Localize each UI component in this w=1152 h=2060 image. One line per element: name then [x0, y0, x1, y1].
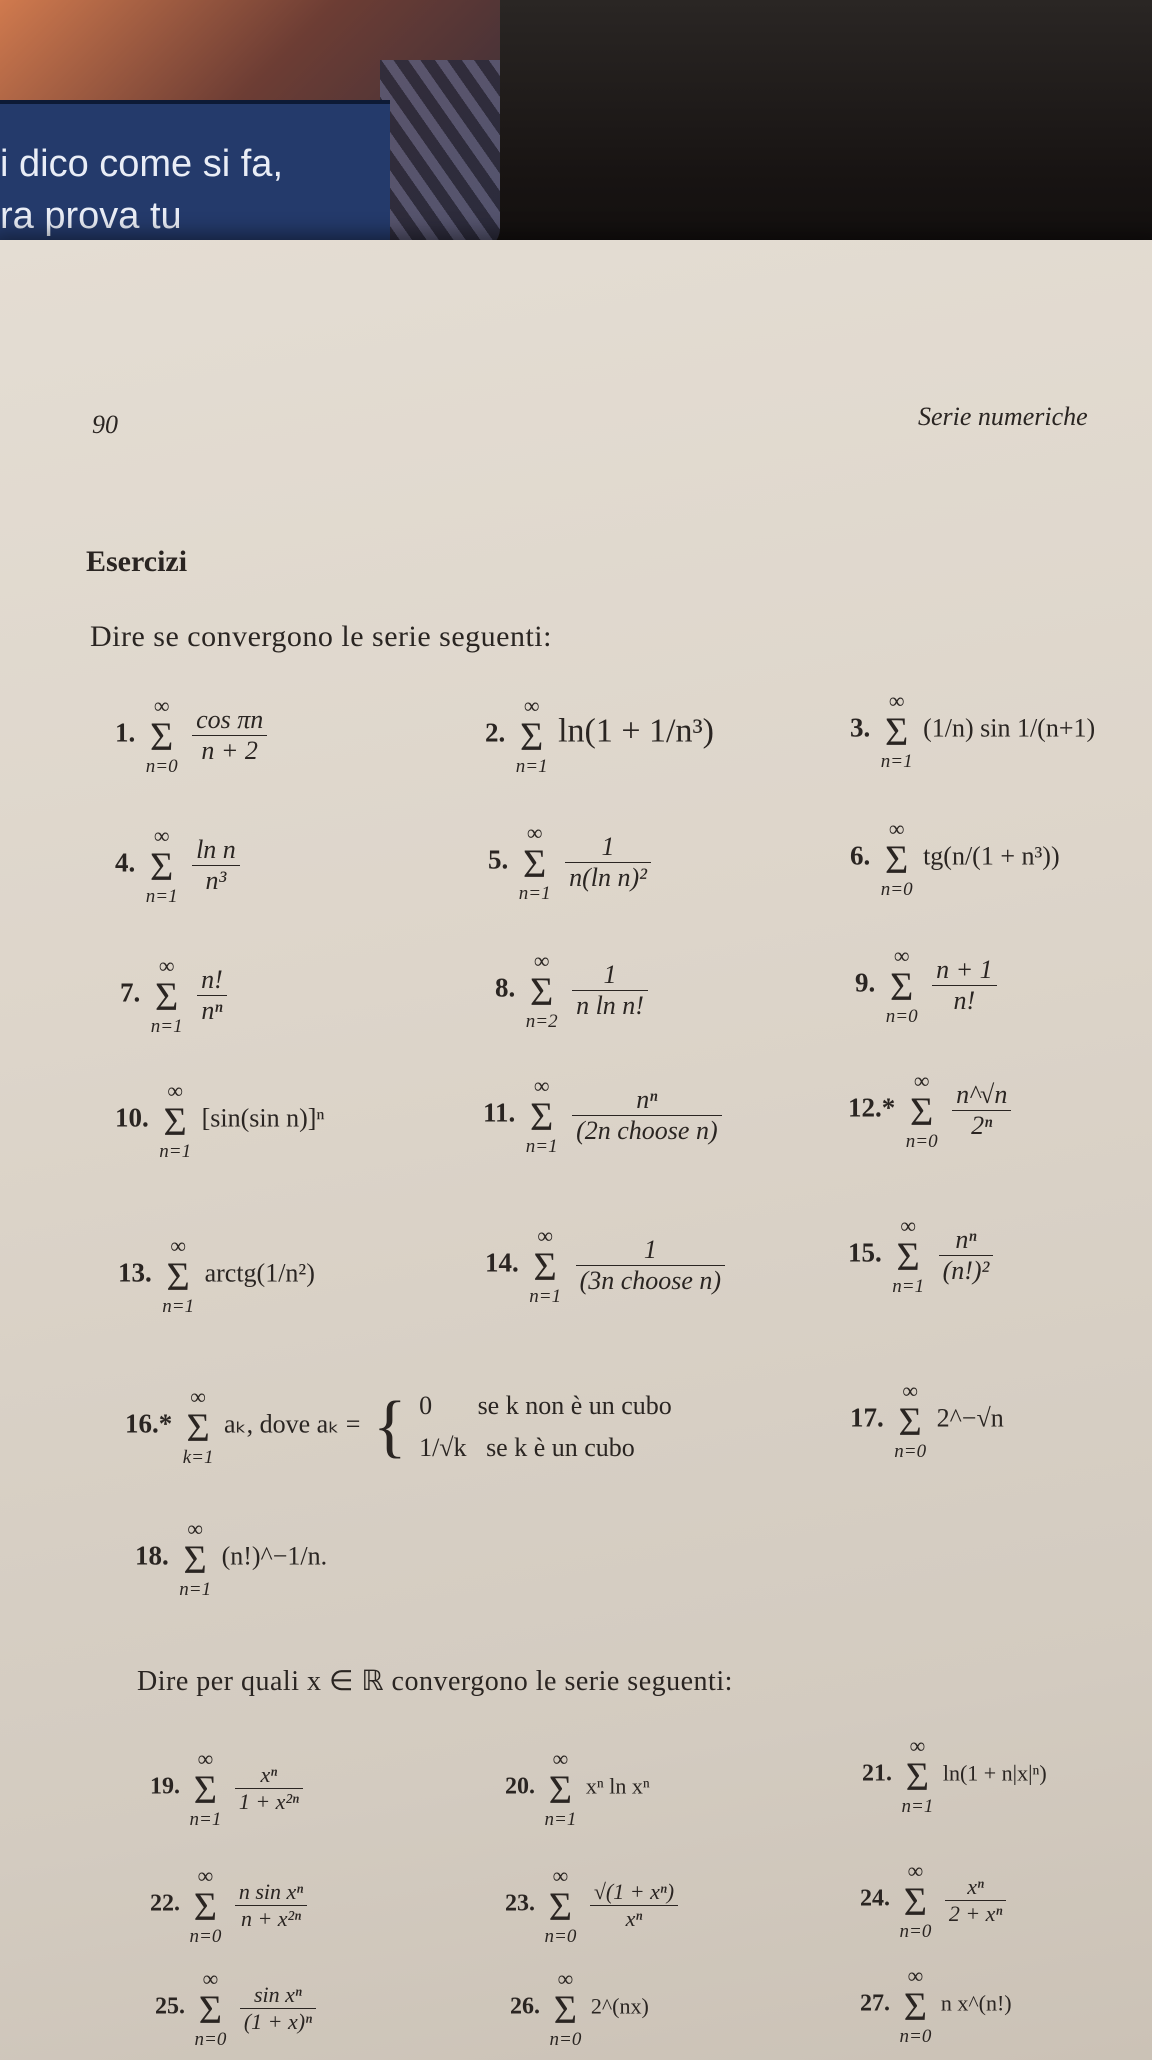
denominator: 2 + xⁿ — [948, 1901, 1003, 1926]
numerator: n! — [197, 965, 227, 996]
sigma-icon: Σ — [898, 1399, 922, 1444]
exercise-22 — [150, 1865, 311, 1946]
numerator: nⁿ — [572, 1085, 722, 1116]
fraction — [240, 1982, 316, 2035]
sum-upper: ∞ — [167, 1078, 183, 1103]
exercise-number: 6. — [850, 840, 871, 871]
sum-lower: n=1 — [515, 756, 548, 777]
fraction — [932, 955, 997, 1016]
sigma-icon: Σ — [155, 974, 179, 1019]
exercise-9 — [855, 945, 1001, 1026]
sigma-icon: Σ — [523, 841, 547, 886]
summation — [526, 950, 558, 1031]
fraction — [939, 1225, 994, 1286]
sigma-icon: Σ — [910, 1089, 934, 1134]
cover-text-line-2: ra prova tu — [0, 195, 182, 237]
sum-upper: ∞ — [909, 1733, 926, 1758]
exercise-number: 14. — [485, 1247, 519, 1278]
sum-lower: n=1 — [159, 1141, 192, 1162]
exercise-10 — [115, 1080, 325, 1161]
summation — [526, 1075, 558, 1156]
exercise-25 — [155, 1968, 320, 2049]
sum-upper: ∞ — [902, 1378, 918, 1403]
exercise-17 — [850, 1380, 1004, 1461]
sigma-icon: Σ — [890, 964, 914, 1009]
summation — [902, 1735, 934, 1816]
exercise-number: 2. — [485, 717, 506, 748]
fraction — [952, 1080, 1011, 1141]
denominator: xⁿ — [625, 1906, 643, 1931]
term: xⁿ ln xⁿ — [585, 1773, 650, 1799]
sum-lower: n=1 — [162, 1296, 195, 1317]
sigma-icon: Σ — [885, 837, 909, 882]
exercise-number: 7. — [120, 977, 141, 1008]
numerator: n + 1 — [932, 955, 997, 986]
denominator: (n!)² — [942, 1256, 990, 1285]
sum-upper: ∞ — [202, 1966, 219, 1991]
summation — [892, 1215, 924, 1296]
fraction — [192, 705, 267, 766]
sum-lower: n=1 — [892, 1276, 925, 1297]
exercise-number: 3. — [850, 712, 871, 743]
exercise-27 — [860, 1965, 1012, 2046]
exercise-number: 16.* — [125, 1408, 173, 1439]
exercise-4 — [115, 825, 244, 906]
summation — [550, 1968, 582, 2049]
summation — [545, 1748, 577, 1829]
exercise-3 — [850, 690, 1095, 771]
summation — [183, 1386, 214, 1467]
case-2-value: 1/√k — [419, 1432, 467, 1462]
left-brace-icon: { — [372, 1387, 407, 1465]
fraction — [572, 1085, 722, 1146]
exercise-5 — [488, 822, 655, 903]
sum-lower: k=1 — [182, 1447, 214, 1469]
cover-text-line-1: i dico come si fa, — [0, 143, 283, 185]
exercise-number: 9. — [855, 967, 876, 998]
case-2-condition: se k è un cubo — [486, 1432, 635, 1462]
sum-upper: ∞ — [893, 943, 910, 968]
sum-lower: n=0 — [189, 1926, 222, 1947]
summation — [151, 955, 183, 1036]
exercise-number: 24. — [860, 1885, 890, 1912]
exercise-14 — [485, 1225, 729, 1306]
sum-lower: n=1 — [525, 1136, 558, 1157]
sum-lower: n=0 — [899, 1921, 932, 1942]
exercise-number: 27. — [860, 1990, 890, 2017]
sigma-icon: Σ — [193, 1884, 218, 1929]
sum-lower: n=1 — [150, 1016, 183, 1037]
sum-upper: ∞ — [537, 1223, 553, 1248]
term: n x^(n!) — [940, 1990, 1012, 2016]
term: tg(n/(1 + n³)) — [923, 841, 1060, 871]
exercise-11 — [483, 1075, 726, 1156]
summation — [886, 945, 918, 1026]
sum-lower: n=2 — [525, 1011, 558, 1032]
summation — [894, 1380, 926, 1461]
page-number: 90 — [92, 410, 118, 439]
sigma-icon: Σ — [530, 1094, 554, 1139]
sum-upper: ∞ — [888, 688, 905, 713]
sum-lower: n=1 — [544, 1809, 577, 1830]
sigma-icon: Σ — [530, 969, 554, 1014]
sigma-icon: Σ — [150, 714, 174, 759]
fraction — [565, 832, 651, 893]
summation — [146, 695, 178, 776]
sigma-icon: Σ — [905, 1754, 930, 1799]
sum-lower: n=1 — [189, 1809, 222, 1830]
sigma-icon: Σ — [533, 1244, 557, 1289]
numerator: cos πn — [192, 705, 267, 736]
sigma-icon: Σ — [903, 1879, 928, 1924]
summation — [159, 1080, 191, 1161]
exercise-19 — [150, 1748, 307, 1829]
sigma-icon: Σ — [520, 714, 544, 759]
sum-upper: ∞ — [907, 1858, 924, 1883]
summation — [881, 690, 913, 771]
exercise-number: 25. — [155, 1993, 185, 2020]
exercise-18 — [135, 1518, 327, 1599]
sum-upper: ∞ — [158, 953, 175, 978]
sum-upper: ∞ — [557, 1966, 574, 1991]
fraction — [235, 1762, 303, 1815]
summation — [190, 1865, 222, 1946]
numerator: sin xⁿ — [240, 1982, 316, 2009]
case-1-condition: se k non è un cubo — [477, 1391, 672, 1420]
running-title: Serie numeriche — [918, 402, 1088, 431]
fraction — [945, 1874, 1007, 1927]
exercise-number: 21. — [862, 1760, 892, 1787]
exercise-number: 19. — [150, 1773, 180, 1800]
sum-upper: ∞ — [900, 1213, 916, 1238]
exercise-number: 15. — [848, 1237, 882, 1268]
sum-upper: ∞ — [552, 1746, 569, 1771]
summation — [146, 825, 178, 906]
book-cover — [0, 0, 1152, 260]
sum-lower: n=0 — [880, 879, 913, 900]
term: ln(1 + 1/n³) — [558, 712, 714, 750]
term: arctg(1/n²) — [204, 1258, 315, 1288]
summation — [195, 1968, 227, 2049]
sigma-icon: Σ — [186, 1405, 210, 1451]
summation — [190, 1748, 222, 1829]
sum-lower: n=1 — [901, 1796, 934, 1817]
sigma-icon: Σ — [903, 1984, 928, 2029]
sigma-icon: Σ — [553, 1987, 578, 2032]
exercise-number: 5. — [488, 844, 509, 875]
sum-upper: ∞ — [533, 1073, 550, 1098]
exercise-8 — [495, 950, 652, 1031]
summation — [519, 822, 551, 903]
sum-lower: n=0 — [549, 2029, 582, 2050]
case-1-value: 0 — [419, 1391, 433, 1420]
sigma-icon: Σ — [166, 1254, 190, 1299]
sum-upper: ∞ — [533, 948, 550, 973]
sum-lower: n=0 — [145, 756, 178, 777]
exercise-number: 12.* — [848, 1092, 896, 1123]
denominator: 2ⁿ — [971, 1111, 993, 1140]
exercise-24 — [860, 1860, 1010, 1941]
sigma-icon: Σ — [163, 1099, 187, 1144]
exercise-number: 10. — [115, 1102, 149, 1133]
sum-upper: ∞ — [187, 1516, 203, 1541]
summation — [900, 1965, 932, 2046]
summation — [881, 818, 913, 899]
term: (1/n) sin 1/(n+1) — [923, 713, 1096, 743]
denominator: nⁿ — [201, 996, 223, 1025]
exercise-6 — [850, 818, 1060, 899]
numerator: ln n — [192, 835, 240, 866]
exercise-7 — [120, 955, 231, 1036]
term: aₖ, dove aₖ = — [224, 1409, 361, 1439]
sum-lower: n=1 — [880, 751, 913, 772]
summation — [162, 1235, 194, 1316]
exercise-number: 11. — [483, 1097, 516, 1128]
case-1 — [419, 1385, 672, 1427]
cover-pattern — [380, 60, 500, 250]
numerator: n^√n — [952, 1080, 1011, 1111]
sum-lower: n=1 — [518, 883, 551, 904]
sum-lower: n=0 — [905, 1131, 938, 1152]
fraction — [235, 1879, 307, 1932]
sigma-icon: Σ — [198, 1987, 223, 2032]
numerator: xⁿ — [235, 1762, 303, 1789]
exercise-23 — [505, 1865, 682, 1946]
denominator: n! — [953, 986, 976, 1015]
sigma-icon: Σ — [150, 844, 174, 889]
exercise-13 — [118, 1235, 315, 1316]
denominator: n ln n! — [576, 991, 644, 1020]
sum-upper: ∞ — [526, 820, 543, 845]
summation — [906, 1070, 938, 1151]
sum-upper: ∞ — [523, 693, 540, 718]
sum-lower: n=1 — [529, 1286, 562, 1307]
sum-lower: n=0 — [544, 1926, 577, 1947]
sum-upper: ∞ — [153, 693, 170, 718]
term: ln(1 + n|x|ⁿ) — [942, 1760, 1047, 1786]
fraction — [576, 1235, 726, 1296]
numerator: 1 — [565, 832, 651, 863]
exercise-intro: Dire se convergono le serie seguenti: — [90, 620, 552, 653]
fraction — [197, 965, 227, 1026]
sum-upper: ∞ — [913, 1068, 930, 1093]
exercise-number: 1. — [115, 717, 136, 748]
numerator: 1 — [572, 960, 648, 991]
exercise-number: 13. — [118, 1257, 152, 1288]
sum-lower: n=0 — [894, 1441, 927, 1462]
sum-upper: ∞ — [153, 823, 170, 848]
exercise-26 — [510, 1968, 649, 2049]
sum-lower: n=0 — [194, 2029, 227, 2050]
term: 2^(nx) — [590, 1993, 649, 2019]
sigma-icon: Σ — [896, 1234, 920, 1279]
sum-upper: ∞ — [907, 1963, 924, 1988]
numerator: nⁿ — [939, 1225, 994, 1256]
exercise-number: 4. — [115, 847, 136, 878]
summation — [516, 695, 548, 776]
piecewise-cases — [419, 1385, 672, 1468]
sum-upper: ∞ — [552, 1863, 569, 1888]
sum-upper: ∞ — [170, 1233, 186, 1258]
numerator: 1 — [576, 1235, 726, 1266]
sigma-icon: Σ — [548, 1884, 573, 1929]
sigma-icon: Σ — [548, 1767, 573, 1812]
case-2 — [419, 1427, 672, 1469]
numerator: xⁿ — [945, 1874, 1007, 1901]
exercise-intro-second: Dire per quali x ∈ ℝ convergono le serie seguenti: — [137, 1666, 733, 1697]
summation — [545, 1865, 577, 1946]
exercise-number: 26. — [510, 1993, 540, 2020]
exercise-1 — [115, 695, 271, 776]
denominator: n + x²ⁿ — [240, 1906, 302, 1931]
sum-lower: n=0 — [885, 1006, 918, 1027]
exercise-number: 22. — [150, 1890, 180, 1917]
denominator: (2n choose n) — [576, 1116, 718, 1145]
section-heading: Esercizi — [86, 545, 188, 578]
exercise-number: 20. — [505, 1773, 535, 1800]
term: [sin(sin n)]ⁿ — [201, 1103, 325, 1133]
sigma-icon: Σ — [183, 1537, 207, 1582]
denominator: n³ — [205, 866, 227, 895]
sum-upper: ∞ — [888, 816, 905, 841]
summation — [529, 1225, 561, 1306]
exercise-21 — [862, 1735, 1047, 1816]
summation — [900, 1860, 932, 1941]
exercise-number: 18. — [135, 1540, 169, 1571]
sigma-icon: Σ — [885, 709, 909, 754]
denominator: n(ln n)² — [569, 863, 647, 892]
term: (n!)^−1/n. — [221, 1541, 328, 1571]
exercise-2 — [485, 695, 714, 776]
summation — [179, 1518, 211, 1599]
fraction — [572, 960, 648, 1021]
sum-lower: n=1 — [145, 886, 178, 907]
sum-lower: n=1 — [179, 1579, 212, 1600]
exercise-number: 8. — [495, 972, 516, 1003]
exercise-number: 23. — [505, 1890, 535, 1917]
denominator: n + 2 — [201, 736, 258, 765]
exercise-16 — [125, 1385, 672, 1468]
fraction — [590, 1879, 678, 1932]
denominator: (1 + x)ⁿ — [243, 2009, 313, 2034]
exercise-15 — [848, 1215, 997, 1296]
term: 2^−√n — [936, 1403, 1004, 1433]
sigma-icon: Σ — [193, 1767, 218, 1812]
sum-lower: n=0 — [899, 2026, 932, 2047]
exercise-12 — [848, 1070, 1015, 1151]
numerator: √(1 + xⁿ) — [590, 1879, 678, 1906]
exercise-number: 17. — [850, 1402, 884, 1433]
denominator: (3n choose n) — [579, 1266, 722, 1295]
exercise-20 — [505, 1748, 650, 1829]
sum-upper: ∞ — [190, 1384, 206, 1410]
sum-upper: ∞ — [197, 1863, 214, 1888]
fraction — [192, 835, 240, 896]
denominator: 1 + x²ⁿ — [238, 1789, 299, 1814]
sum-upper: ∞ — [197, 1746, 214, 1771]
numerator: n sin xⁿ — [235, 1879, 307, 1906]
